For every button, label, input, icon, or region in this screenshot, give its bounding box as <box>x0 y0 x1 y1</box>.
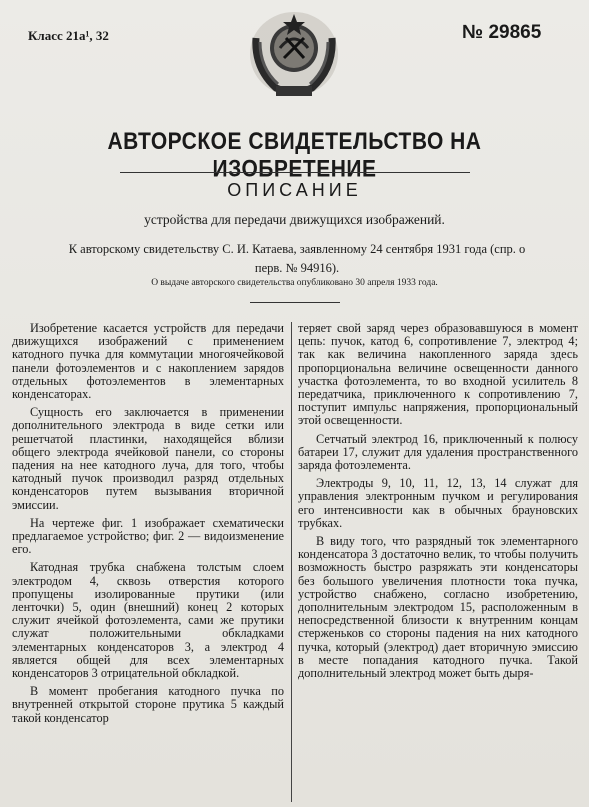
column-divider <box>291 322 292 802</box>
paragraph: Сетчатый электрод 16, приключенный к полюсу батареи 17, служит для удаления пространственного заряда фотоэлемента. <box>298 431 578 473</box>
class-label: Класс 21a¹, 32 <box>28 28 109 43</box>
section-divider <box>250 302 340 303</box>
paragraph: В момент пробегания катодного пучка по внутренней открытой стороне прутика 5 каждый такой конденсатор <box>12 684 284 725</box>
document-title: АВТОРСКОЕ СВИДЕТЕЛЬСТВО НА ИЗОБРЕТЕНИЕ <box>107 128 482 183</box>
publication-line: О выдаче авторского свидетельства опубликовано 30 апреля 1933 года. <box>151 278 438 288</box>
paragraph: Электроды 9, 10, 11, 12, 13, 14 служат для управления электронным пучком и регулирования его интенсивности как в обычных брауновских трубках. <box>298 476 578 530</box>
state-emblem-icon <box>246 8 342 100</box>
patent-number: № 29865 <box>462 22 542 43</box>
paragraph: Сущность его заключается в применении дополнительного электрода в виде сетки или решетчатой пластинки, находящейся вблизи общего электрода ячейковой панели, со стороны падения на нее катодного луча, для того, чтобы катодный пучок производил разряд отдельных конденсаторов путем вызывания вторичной эмиссии. <box>12 405 284 512</box>
title-divider <box>120 172 470 173</box>
right-column <box>298 322 578 685</box>
paragraph: Катодная трубка снабжена толстым слоем электродом 4, сквозь отверстия которого пропущены изолированные прутики (или ленточки) 5, один (внешний) конец 2 которых служит ячейкой фотоэлемента, сами же прутики служат положительными обкладками элементарных конденсаторов 3, а электрод 4 является общей для всех элементарных конденсаторов 3 отрицательной обкладкой. <box>12 560 284 681</box>
paragraph: На чертеже фиг. 1 изображает схематически предлагаемое устройство; фиг. 2 — видоизменение его. <box>12 515 284 557</box>
paragraph: Изобретение касается устройств для передачи движущихся изображений с применением катодного пучка для коммутации многоячейковой панели фотоэлементов и с накоплением зарядов отдельных фотоэлементов в элементарных конденсаторах. <box>12 321 284 402</box>
left-column <box>12 322 284 730</box>
description-subtitle: устройства для передачи движущихся изображений. <box>144 212 445 227</box>
description-heading: ОПИСАНИЕ <box>227 180 362 200</box>
reference-line: К авторскому свидетельству С. И. Катаева, заявленному 24 сентября 1931 года (спр. о перв. № 94916). <box>68 242 526 275</box>
paragraph: теряет свой заряд через образовавшуюся в момент цепь: пучок, катод 6, сопротивление 7, электрод 4; так как величина накопленного заряда здесь пропорциональна величине освещенности данного участка фотоэлемента, то во входной усилитель 8 передатчика, приключенного к сопротивлению 7, поступит импульс напряжения, пропорциональный этой освещенности. <box>298 321 578 428</box>
paragraph: В виду того, что разрядный ток элементарного конденсатора 3 достаточно велик, то чтобы получить возможность быстро разряжать эти конденсаторы без большого увеличения плотности тока пучка, устройство снабжено, согласно изобретению, дополнительным электродом 15, расположенным в непосредственной близости к внутренним концам стерженьков со стороны падения на них катодного пучка, который (электрод) дает вторичную эмиссию в месте попадания катодного пучка. Такой дополнительный электрод может быть дыря- <box>298 534 578 681</box>
